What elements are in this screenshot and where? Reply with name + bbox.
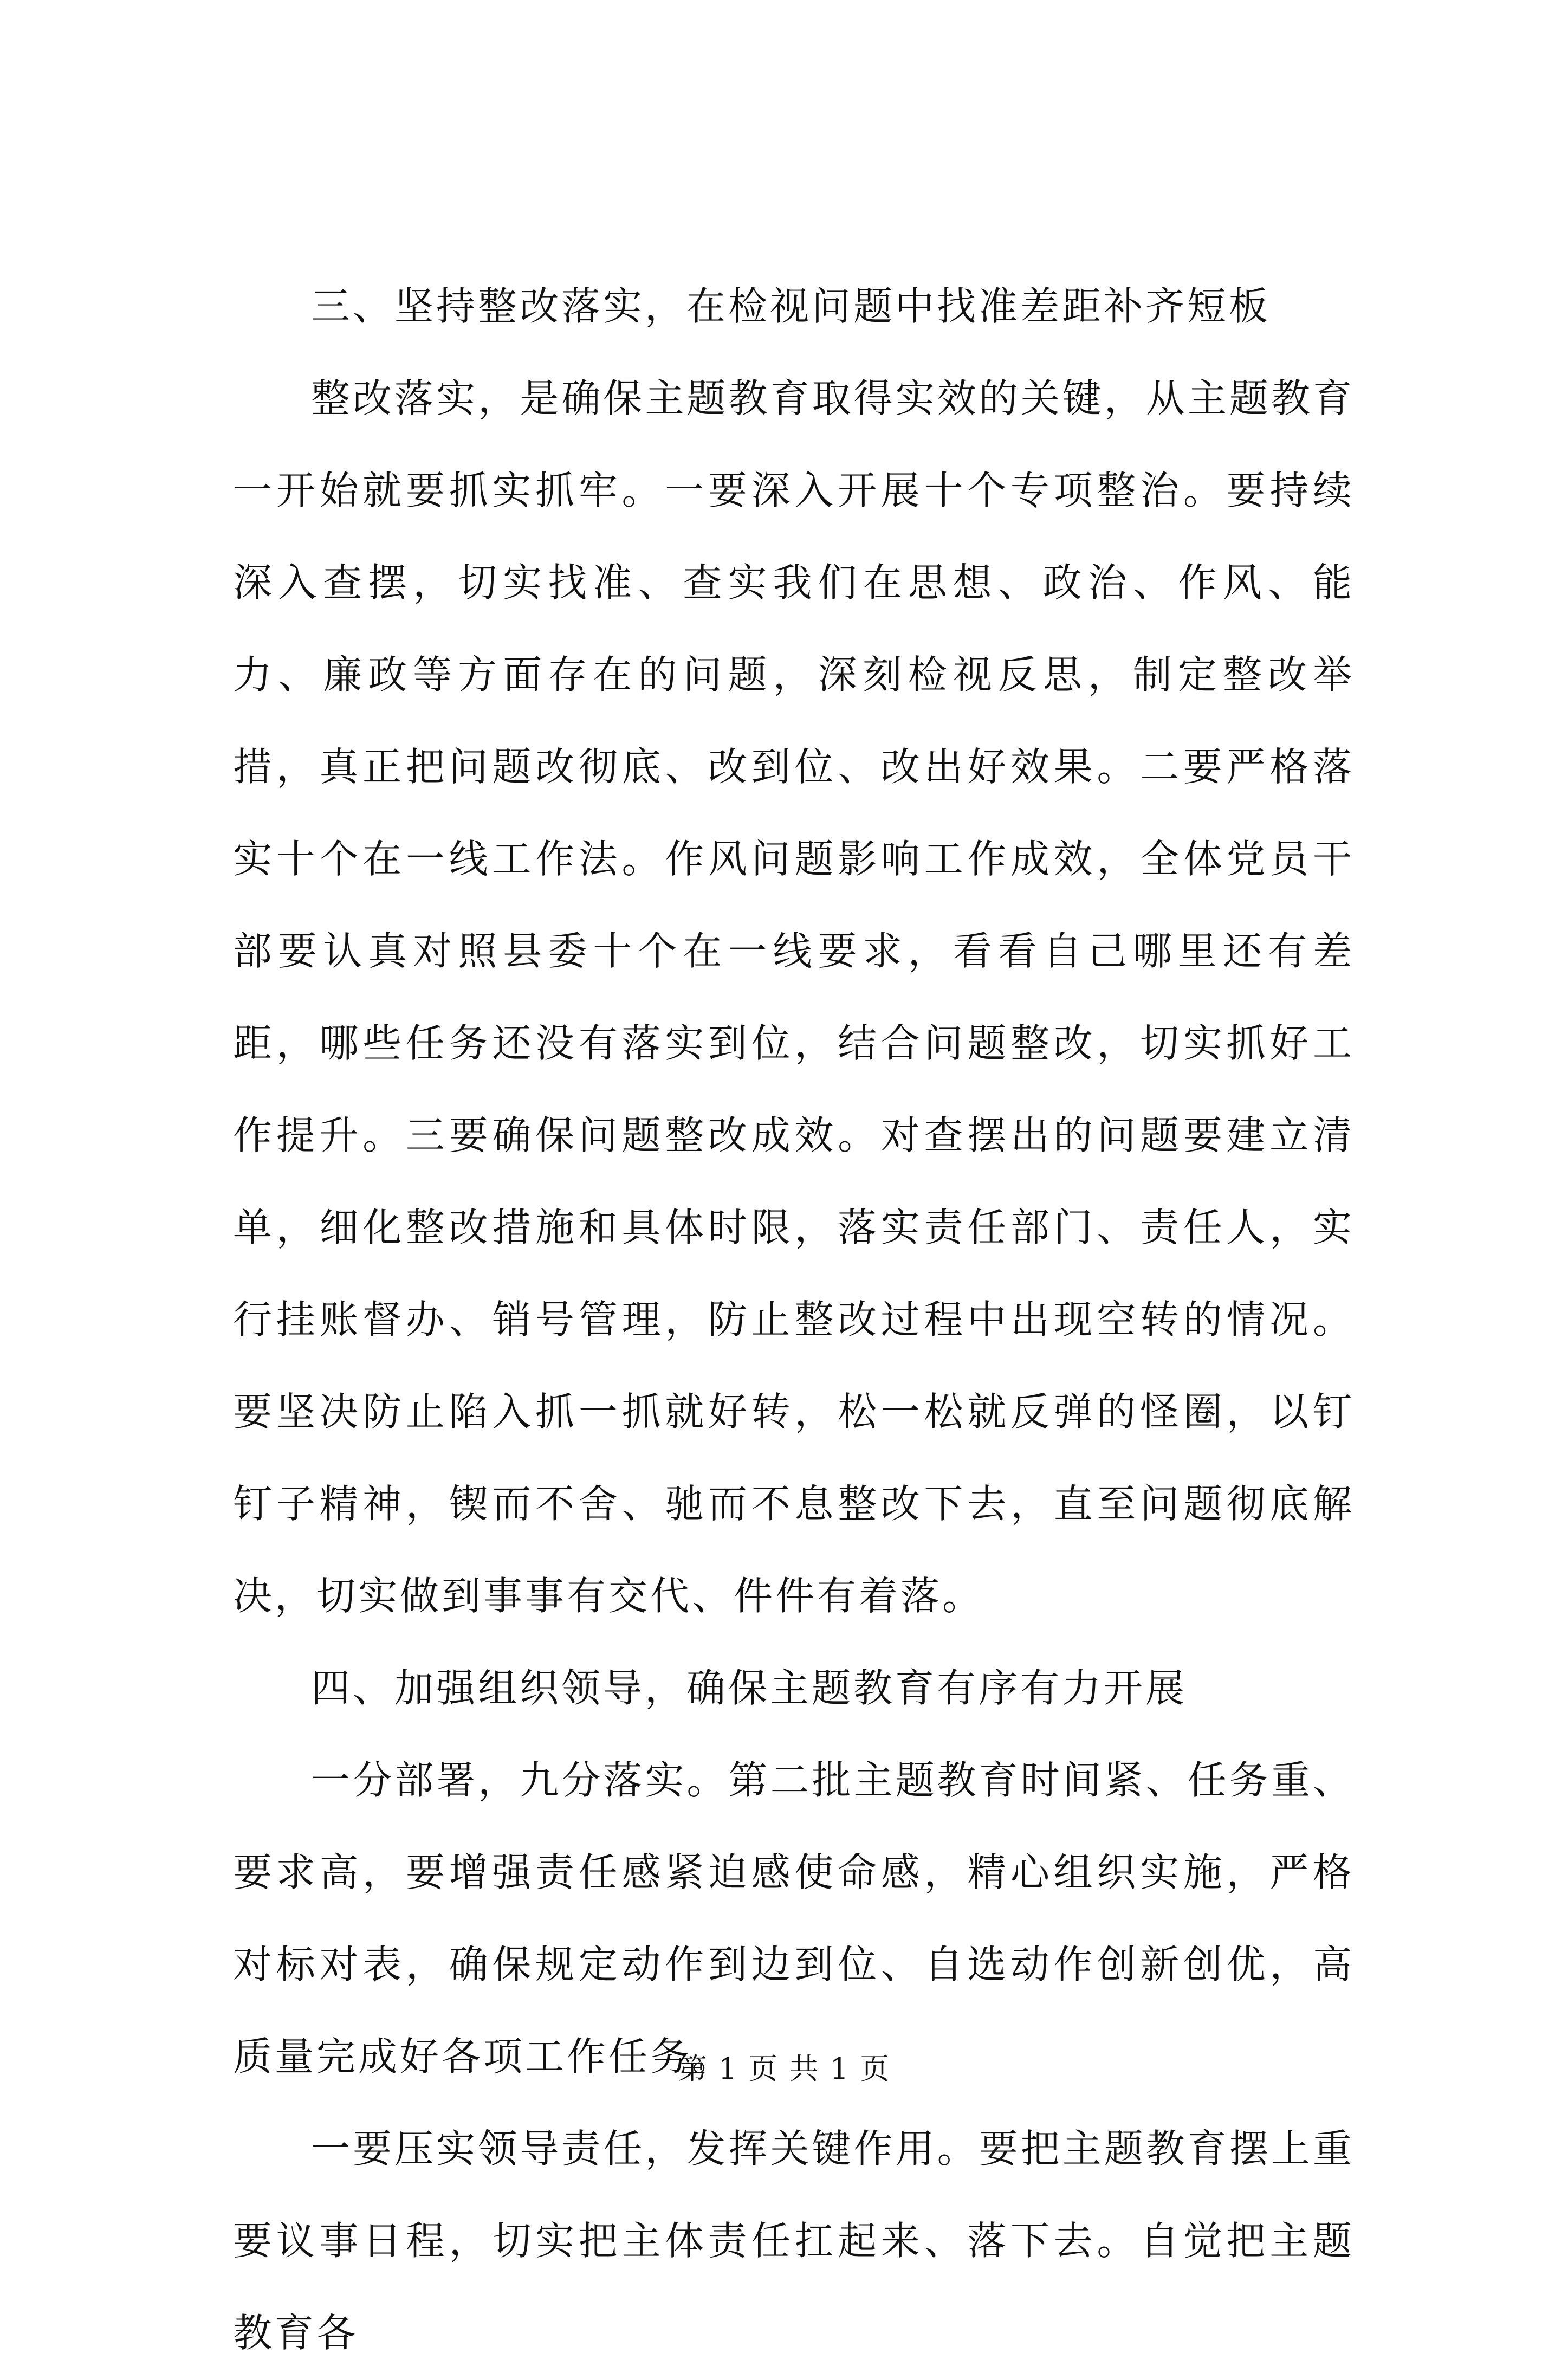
page-footer: 第 1 页 共 1 页 — [677, 2052, 891, 2086]
section-heading-4: 四、加强组织领导，确保主题教育有序有力开展 — [311, 1665, 1188, 1711]
paragraph-leadership: 一要压实领导责任，发挥关键作用。要把主题教育摆上重要议事日程，切实把主体责任扛起来、落下去。自觉把主题教育各 — [233, 2126, 1355, 2356]
paragraph-deployment: 一分部署，九分落实。第二批主题教育时间紧、任务重、要求高，要增强责任感紧迫感使命感，精心组织实施，严格对标对表，确保规定动作到边到位、自选动作创新创优，高质量完成好各项工作任务。 — [233, 1757, 1355, 2079]
section-heading-3: 三、坚持整改落实，在检视问题中找准差距补齐短板 — [311, 283, 1271, 329]
paragraph-rectification: 整改落实，是确保主题教育取得实效的关键，从主题教育一开始就要抓实抓牢。一要深入开展十个专项整治。要持续深入查摆，切实找准、查实我们在思想、政治、作风、能力、廉政等方面存在的问题，深刻检视反思，制定整改举措，真正把问题改彻底、改到位、改出好效果。二要严格落实十个在一线工作法。作风问题影响工作成效，全体党员干部要认真对照县委十个在一线要求，看看自己哪里还有差距，哪些任务还没有落实到位，结合问题整改，切实抓好工作提升。三要确保问题整改成效。对查摆出的问题要建立清单，细化整改措施和具体时限，落实责任部门、责任人，实行挂账督办、销号管理，防止整改过程中出现空转的情况。要坚决防止陷入抓一抓就好转，松一松就反弹的怪圈，以钉钉子精神，锲而不舍、驰而不息整改下去，直至问题彻底解决，切实做到事事有交代、件件有着落。 — [233, 376, 1355, 1619]
